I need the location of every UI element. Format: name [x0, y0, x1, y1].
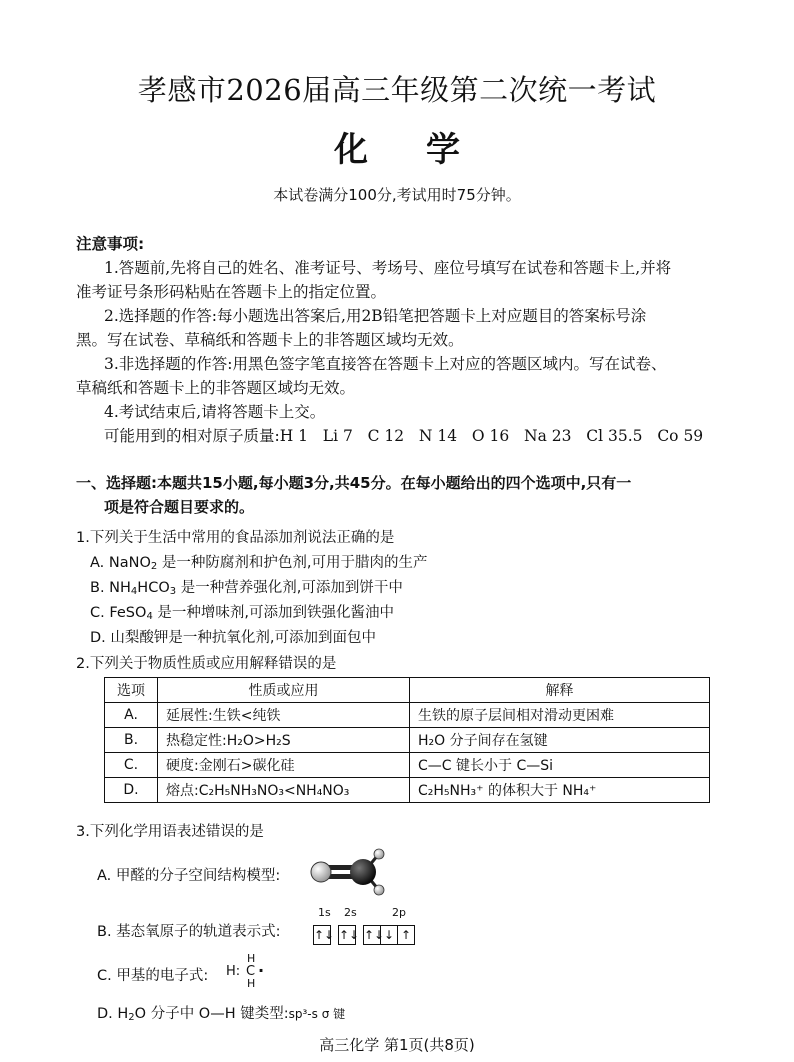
score-info: 本试卷满分100分,考试用时75分钟。 — [273, 186, 521, 204]
methyl-formula-dot: · — [258, 961, 265, 980]
row-option: C. — [105, 753, 158, 778]
note-2-line-2: 黑。写在试卷、草稿纸和答题卡上的非答题区域均无效。 — [76, 331, 464, 349]
q2-stem: 2.下列关于物质性质或应用解释错误的是 — [76, 656, 337, 672]
note-1-line-1: 1.答题前,先将自己的姓名、准考证号、考场号、座位号填写在试卷和答题卡上,并将 — [104, 259, 672, 277]
orbital-box-2p-3: ↑ — [397, 925, 415, 945]
orbital-box-2p-1: ↑↓ — [363, 925, 381, 945]
note-3-line-2: 草稿纸和答题卡上的非答题区域均无效。 — [76, 379, 356, 397]
header-explanation: 解释 — [410, 678, 710, 703]
row-property: 热稳定性:H₂O>H₂S — [158, 728, 410, 753]
q1-option-c: C. FeSO$_4$ 是一种增味剂,可添加到铁强化酱油中 — [90, 605, 395, 622]
table-header-row — [105, 678, 710, 703]
row-explanation: H₂O 分子间存在氢键 — [410, 728, 710, 753]
note-2-line-1: 2.选择题的作答:每小题选出答案后,用2B铅笔把答题卡上对应题目的答案标号涂 — [104, 307, 647, 325]
page-footer: 高三化学 第1页(共8页) — [319, 1036, 475, 1054]
orbital-label-1s: 1s — [318, 906, 331, 919]
methyl-formula-c: C — [246, 964, 256, 979]
orbital-box-2s: ↑↓ — [338, 925, 356, 945]
q1-stem: 1.下列关于生活中常用的食品添加剂说法正确的是 — [76, 530, 395, 546]
methyl-formula-h-top: H — [247, 952, 256, 965]
q1-option-a: A. NaNO$_2$ 是一种防腐剂和护色剂,可用于腊肉的生产 — [90, 555, 428, 572]
q2-table — [104, 677, 710, 803]
methyl-formula-h-left: H: — [226, 964, 241, 979]
row-property: 延展性:生铁<纯铁 — [158, 703, 410, 728]
table-row — [105, 778, 710, 803]
formaldehyde-model-icon — [308, 845, 392, 899]
row-property: 硬度:金刚石>碳化硅 — [158, 753, 410, 778]
orbital-box-1s: ↑↓ — [313, 925, 331, 945]
row-explanation: C—C 键长小于 C—Si — [410, 753, 710, 778]
orbital-label-2s: 2s — [344, 906, 357, 919]
q3-option-a: A. 甲醛的分子空间结构模型: — [97, 868, 281, 884]
q3-option-b: B. 基态氧原子的轨道表示式: — [97, 924, 281, 940]
section-1-line-1: 一、选择题:本题共15小题,每小题3分,共45分。在每小题给出的四个选项中,只有一 — [76, 474, 632, 492]
note-1-line-2: 准考证号条形码粘贴在答题卡上的指定位置。 — [76, 283, 387, 301]
header-property: 性质或应用 — [158, 678, 410, 703]
table-row — [105, 753, 710, 778]
note-4: 4.考试结束后,请将答题卡上交。 — [104, 403, 326, 421]
header-option: 选项 — [105, 678, 158, 703]
notes-heading: 注意事项: — [76, 235, 145, 253]
orbital-label-2p: 2p — [392, 906, 406, 919]
note-3-line-1: 3.非选择题的作答:用黑色签字笔直接答在答题卡上对应的答题区域内。写在试卷、 — [104, 355, 667, 373]
row-option: D. — [105, 778, 158, 803]
q3-stem: 3.下列化学用语表述错误的是 — [76, 824, 264, 840]
atomic-masses: 可能用到的相对原子质量:H 1 Li 7 C 12 N 14 O 16 Na 23 Cl 35.5 Co 59 — [104, 427, 704, 445]
methyl-formula-h-bottom: H — [247, 977, 256, 990]
row-property: 熔点:C₂H₅NH₃NO₃<NH₄NO₃ — [158, 778, 410, 803]
q1-option-d: D. 山梨酸钾是一种抗氧化剂,可添加到面包中 — [90, 630, 376, 646]
table-row — [105, 728, 710, 753]
row-explanation: 生铁的原子层间相对滑动更困难 — [410, 703, 710, 728]
q3-option-c: C. 甲基的电子式: — [97, 968, 209, 984]
orbital-diagram — [313, 924, 414, 945]
section-1-line-2: 项是符合题目要求的。 — [104, 498, 255, 516]
orbital-box-2p-2: ↓ — [380, 925, 398, 945]
q1-option-b: B. $NH_4HCO_3$ 是一种营养强化剂,可添加到饼干中 — [90, 580, 403, 597]
table-row — [105, 703, 710, 728]
subject-title: 化学 — [334, 130, 518, 170]
row-option: B. — [105, 728, 158, 753]
row-explanation: C₂H₅NH₃⁺ 的体积大于 NH₄⁺ — [410, 778, 710, 803]
exam-title: 孝感市2026届高三年级第二次统一考试 — [137, 73, 657, 107]
q3-option-d: D. $H_2O$ 分子中 O—H 键类型:sp³-s σ 键 — [97, 1006, 346, 1023]
row-option: A. — [105, 703, 158, 728]
